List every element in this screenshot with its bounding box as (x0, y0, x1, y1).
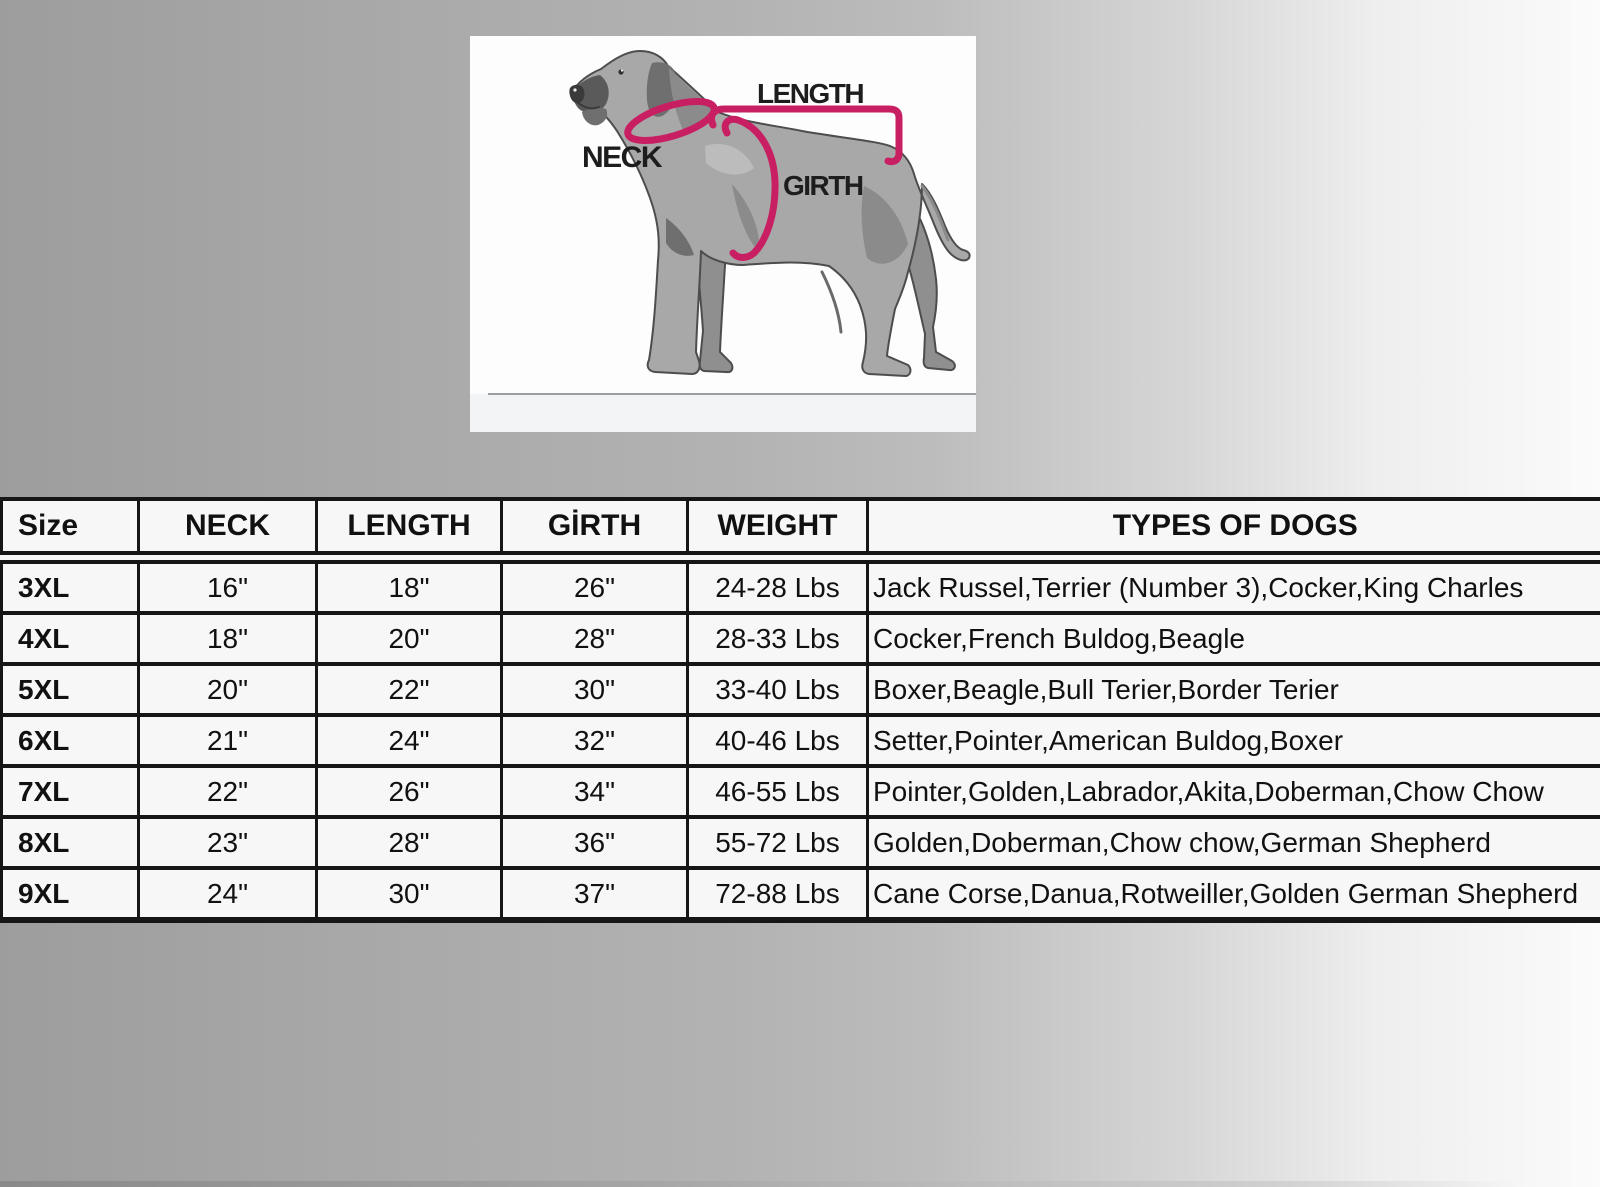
size-cell: 7XL (2, 766, 139, 817)
size-cell: 9XL (2, 868, 139, 920)
girth-cell: 36" (502, 817, 688, 868)
size-cell: 8XL (2, 817, 139, 868)
types-cell: Pointer,Golden,Labrador,Akita,Doberman,Chow Chow (868, 766, 1600, 817)
neck-cell: 21" (139, 715, 317, 766)
neck-cell: 23" (139, 817, 317, 868)
size-cell: 4XL (2, 613, 139, 664)
girth-cell: 30" (502, 664, 688, 715)
column-header-size: Size (2, 499, 139, 558)
length-cell: 26" (317, 766, 502, 817)
dog-leg-crease (822, 272, 841, 332)
size-chart-table (0, 497, 1600, 923)
neck-cell: 18" (139, 613, 317, 664)
dog-jaw-shade (582, 108, 607, 125)
column-header-length: LENGTH (317, 499, 502, 558)
dog-nose (569, 85, 584, 103)
length-label: LENGTH (757, 78, 864, 109)
weight-cell: 72-88 Lbs (688, 868, 868, 920)
table-row (2, 664, 1600, 715)
header-row (2, 499, 1600, 558)
dog-eye-glint (621, 69, 623, 71)
dog-illustration (470, 36, 976, 432)
girth-cell: 26" (502, 558, 688, 614)
weight-cell: 55-72 Lbs (688, 817, 868, 868)
girth-cell: 37" (502, 868, 688, 920)
weight-cell: 40-46 Lbs (688, 715, 868, 766)
girth-label: GIRTH (783, 170, 863, 201)
table-row (2, 766, 1600, 817)
types-cell: Golden,Doberman,Chow chow,German Shepherd (868, 817, 1600, 868)
girth-cell: 32" (502, 715, 688, 766)
types-cell: Jack Russel,Terrier (Number 3),Cocker,King Charles (868, 558, 1600, 614)
girth-cell: 28" (502, 613, 688, 664)
table-row (2, 613, 1600, 664)
size-cell: 6XL (2, 715, 139, 766)
neck-cell: 16" (139, 558, 317, 614)
types-cell: Boxer,Beagle,Bull Terier,Border Terier (868, 664, 1600, 715)
size-chart-header (2, 499, 1600, 558)
size-cell: 3XL (2, 558, 139, 614)
neck-cell: 22" (139, 766, 317, 817)
types-cell: Setter,Pointer,American Buldog,Boxer (868, 715, 1600, 766)
length-cell: 30" (317, 868, 502, 920)
table-row (2, 817, 1600, 868)
size-chart-body (2, 558, 1600, 921)
weight-cell: 28-33 Lbs (688, 613, 868, 664)
length-cell: 28" (317, 817, 502, 868)
floor (470, 394, 976, 432)
column-header-weight: WEIGHT (688, 499, 868, 558)
bottom-edge-shadow (0, 1181, 1600, 1187)
table-row (2, 868, 1600, 920)
types-cell: Cane Corse,Danua,Rotweiller,Golden German Shepherd (868, 868, 1600, 920)
neck-cell: 24" (139, 868, 317, 920)
length-cell: 18" (317, 558, 502, 614)
column-header-girth: GİRTH (502, 499, 688, 558)
length-cell: 22" (317, 664, 502, 715)
column-header-neck: NECK (139, 499, 317, 558)
girth-cell: 34" (502, 766, 688, 817)
length-cell: 20" (317, 613, 502, 664)
neck-label: NECK (582, 141, 662, 174)
weight-cell: 33-40 Lbs (688, 664, 868, 715)
length-cell: 24" (317, 715, 502, 766)
weight-cell: 24-28 Lbs (688, 558, 868, 614)
weight-cell: 46-55 Lbs (688, 766, 868, 817)
types-cell: Cocker,French Buldog,Beagle (868, 613, 1600, 664)
column-header-types: TYPES OF DOGS (868, 499, 1600, 558)
dog-measurement-diagram (470, 36, 976, 432)
size-cell: 5XL (2, 664, 139, 715)
dog-nostril-highlight (573, 88, 576, 91)
table-row (2, 715, 1600, 766)
neck-cell: 20" (139, 664, 317, 715)
table-row (2, 558, 1600, 614)
